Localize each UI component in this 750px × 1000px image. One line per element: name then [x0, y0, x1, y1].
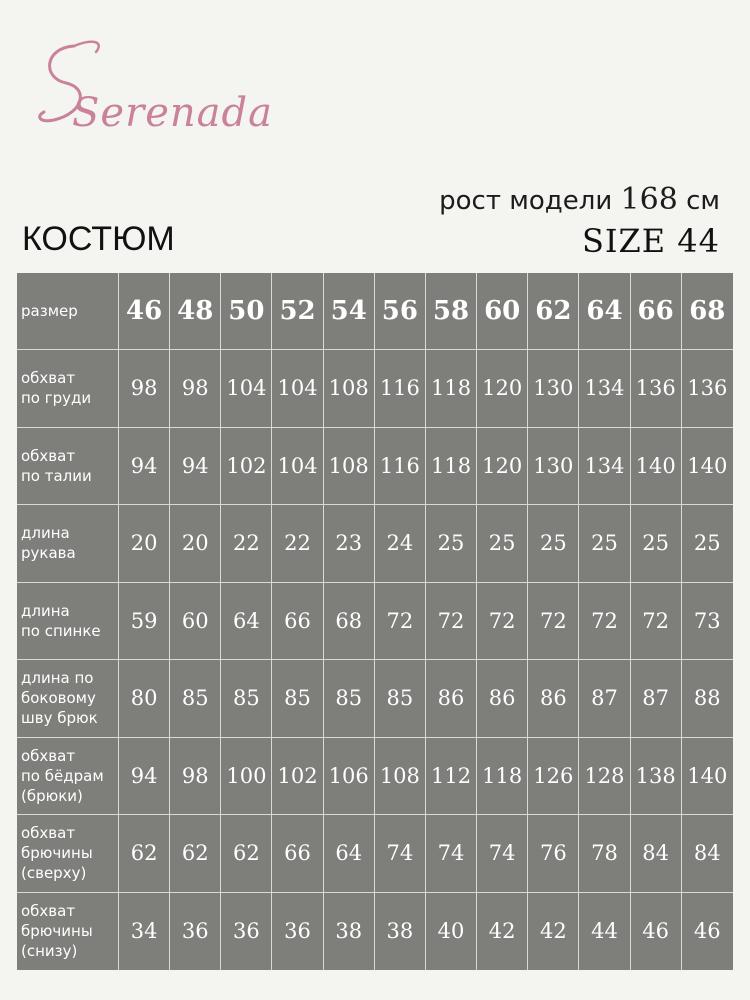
table-cell: 94 — [119, 738, 170, 816]
table-cell: 100 — [221, 738, 272, 816]
row-label: обхват брючины (снизу) — [17, 893, 119, 971]
table-cell: 106 — [324, 738, 375, 816]
table-cell: 118 — [426, 350, 477, 428]
table-cell: 38 — [375, 893, 426, 971]
table-cell: 94 — [119, 428, 170, 506]
table-cell: 72 — [528, 583, 579, 661]
size-header-cell: 64 — [579, 273, 630, 350]
table-cell: 76 — [528, 815, 579, 893]
table-cell: 134 — [579, 428, 630, 506]
table-cell: 74 — [426, 815, 477, 893]
table-cell: 86 — [477, 660, 528, 738]
table-cell: 87 — [631, 660, 682, 738]
table-cell: 74 — [477, 815, 528, 893]
table-cell: 108 — [324, 350, 375, 428]
row-label: обхват брючины (сверху) — [17, 815, 119, 893]
table-cell: 25 — [528, 505, 579, 583]
table-cell: 44 — [579, 893, 630, 971]
table-cell: 72 — [579, 583, 630, 661]
table-cell: 72 — [631, 583, 682, 661]
size-header-cell: 68 — [682, 273, 733, 350]
table-cell: 62 — [221, 815, 272, 893]
size-header-cell: 66 — [631, 273, 682, 350]
table-cell: 25 — [477, 505, 528, 583]
size-header-cell: 52 — [272, 273, 323, 350]
row-label: обхват по груди — [17, 350, 119, 428]
table-cell: 85 — [272, 660, 323, 738]
table-cell: 20 — [170, 505, 221, 583]
table-cell: 24 — [375, 505, 426, 583]
table-cell: 85 — [170, 660, 221, 738]
table-cell: 78 — [579, 815, 630, 893]
table-cell: 85 — [324, 660, 375, 738]
table-cell: 25 — [579, 505, 630, 583]
table-cell: 86 — [426, 660, 477, 738]
logo-text: Serenada — [72, 90, 273, 136]
size-header-cell: 46 — [119, 273, 170, 350]
table-cell: 25 — [426, 505, 477, 583]
table-cell: 66 — [272, 815, 323, 893]
size-table — [17, 273, 733, 970]
size-header-cell: 60 — [477, 273, 528, 350]
table-cell: 118 — [426, 428, 477, 506]
row-label: обхват по талии — [17, 428, 119, 506]
table-cell: 84 — [631, 815, 682, 893]
table-cell: 62 — [170, 815, 221, 893]
size-header-cell: 62 — [528, 273, 579, 350]
table-cell: 88 — [682, 660, 733, 738]
table-cell: 108 — [324, 428, 375, 506]
table-cell: 64 — [221, 583, 272, 661]
table-cell: 84 — [682, 815, 733, 893]
table-cell: 138 — [631, 738, 682, 816]
row-label: длина по боковому шву брюк — [17, 660, 119, 738]
table-cell: 74 — [375, 815, 426, 893]
table-cell: 104 — [272, 350, 323, 428]
table-cell: 20 — [119, 505, 170, 583]
table-cell: 86 — [528, 660, 579, 738]
table-cell: 104 — [272, 428, 323, 506]
table-cell: 66 — [272, 583, 323, 661]
table-cell: 62 — [119, 815, 170, 893]
table-cell: 23 — [324, 505, 375, 583]
table-cell: 59 — [119, 583, 170, 661]
table-cell: 68 — [324, 583, 375, 661]
table-cell: 108 — [375, 738, 426, 816]
size-header-cell: 54 — [324, 273, 375, 350]
table-cell: 42 — [528, 893, 579, 971]
size-header-cell: 56 — [375, 273, 426, 350]
table-cell: 36 — [221, 893, 272, 971]
table-cell: 136 — [631, 350, 682, 428]
model-height-value: 168 — [620, 182, 678, 217]
table-cell: 25 — [631, 505, 682, 583]
table-cell: 72 — [477, 583, 528, 661]
table-cell: 140 — [682, 428, 733, 506]
table-cell: 36 — [272, 893, 323, 971]
row-label: обхват по бёдрам (брюки) — [17, 738, 119, 816]
table-cell: 72 — [375, 583, 426, 661]
table-cell: 64 — [324, 815, 375, 893]
table-cell: 104 — [221, 350, 272, 428]
table-cell: 80 — [119, 660, 170, 738]
table-cell: 130 — [528, 428, 579, 506]
table-cell: 130 — [528, 350, 579, 428]
table-cell: 42 — [477, 893, 528, 971]
table-cell: 60 — [170, 583, 221, 661]
table-cell: 112 — [426, 738, 477, 816]
product-title: КОСТЮМ — [22, 220, 175, 258]
row-label: длина рукава — [17, 505, 119, 583]
table-cell: 98 — [170, 350, 221, 428]
size-header-cell: 48 — [170, 273, 221, 350]
table-cell: 98 — [170, 738, 221, 816]
table-cell: 116 — [375, 428, 426, 506]
row-label: длина по спинке — [17, 583, 119, 661]
size-header-cell: 50 — [221, 273, 272, 350]
table-cell: 34 — [119, 893, 170, 971]
table-cell: 136 — [682, 350, 733, 428]
table-cell: 25 — [682, 505, 733, 583]
table-cell: 126 — [528, 738, 579, 816]
table-cell: 116 — [375, 350, 426, 428]
table-cell: 36 — [170, 893, 221, 971]
table-cell: 73 — [682, 583, 733, 661]
size-header-cell: 58 — [426, 273, 477, 350]
model-height — [439, 182, 720, 217]
table-cell: 98 — [119, 350, 170, 428]
table-cell: 102 — [221, 428, 272, 506]
table-cell: 102 — [272, 738, 323, 816]
table-cell: 22 — [221, 505, 272, 583]
table-cell: 134 — [579, 350, 630, 428]
table-cell: 40 — [426, 893, 477, 971]
table-cell: 120 — [477, 428, 528, 506]
table-cell: 94 — [170, 428, 221, 506]
model-height-unit: см — [686, 186, 720, 216]
header-label: размер — [17, 273, 119, 350]
table-cell: 72 — [426, 583, 477, 661]
table-cell: 128 — [579, 738, 630, 816]
table-cell: 85 — [221, 660, 272, 738]
table-cell: 120 — [477, 350, 528, 428]
table-cell: 118 — [477, 738, 528, 816]
table-cell: 46 — [631, 893, 682, 971]
table-cell: 140 — [682, 738, 733, 816]
table-cell: 46 — [693, 919, 721, 944]
model-size-label: SIZE 44 — [581, 222, 720, 260]
brand-logo — [34, 28, 273, 138]
table-cell: 22 — [272, 505, 323, 583]
table-cell: 140 — [631, 428, 682, 506]
table-cell: 85 — [375, 660, 426, 738]
model-height-prefix: рост модели — [439, 186, 613, 216]
table-cell: 87 — [579, 660, 630, 738]
table-cell: 38 — [324, 893, 375, 971]
